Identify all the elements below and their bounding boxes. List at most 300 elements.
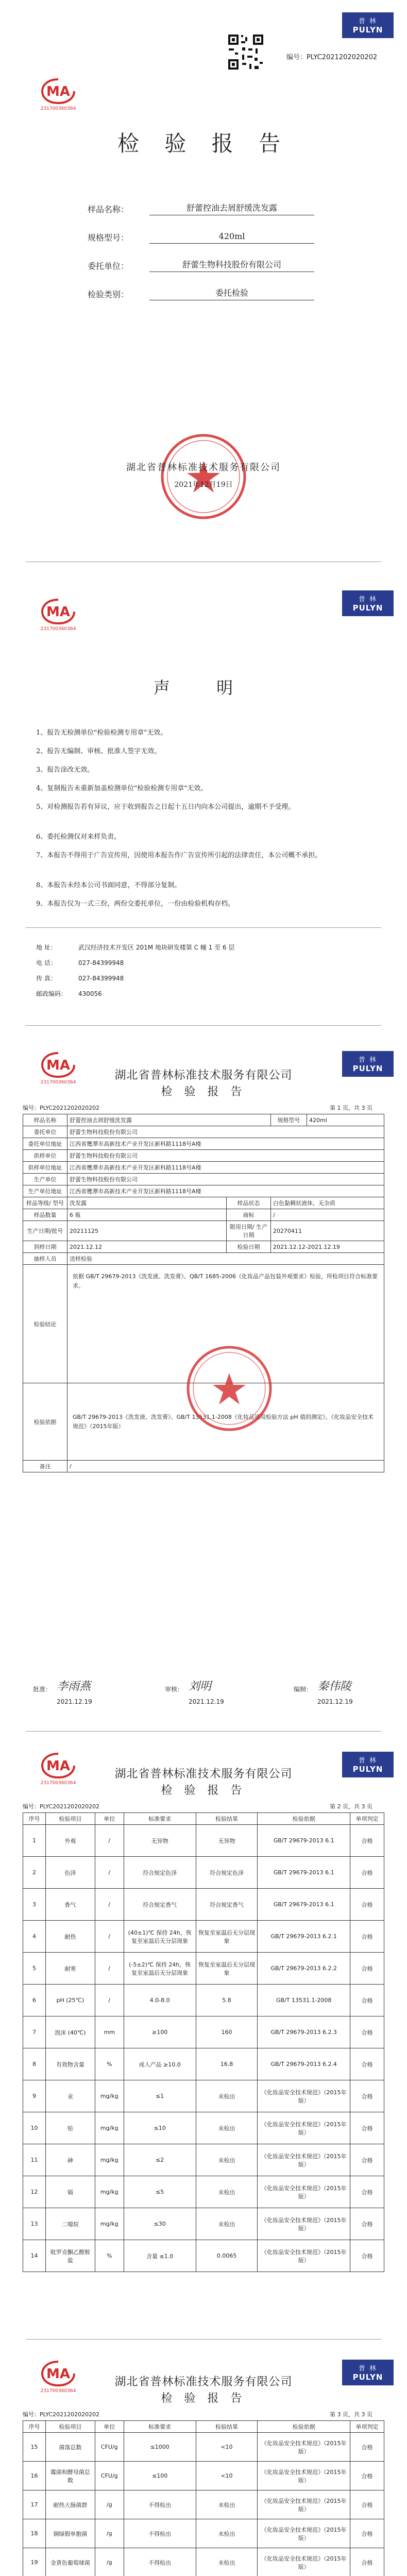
- remark-text: /: [67, 1461, 384, 1472]
- preparer-signature: 秦伟陵: [317, 1680, 352, 1693]
- table-row: [23, 1126, 384, 1138]
- contact-fax: [36, 974, 371, 982]
- table-cell: 《化妆品安全技术规范》（2015年版）: [258, 2144, 350, 2176]
- declaration-divider: [26, 927, 381, 928]
- table-cell: 合格: [350, 1889, 384, 1921]
- info-key: 规格型号: [271, 1114, 307, 1126]
- table-cell: 16: [23, 2462, 46, 2490]
- table-cell: 6: [23, 1985, 46, 2016]
- contact-value: 027-84399948: [78, 959, 124, 967]
- table-cell: 合格: [350, 2462, 384, 2490]
- table-cell: 《化妆品安全技术规范》（2015年版）: [258, 2433, 350, 2462]
- table-cell: /: [95, 1857, 124, 1889]
- table-cell: %: [95, 2240, 124, 2272]
- remark-label: 备注: [23, 1461, 67, 1472]
- table-cell: 10: [23, 2112, 46, 2144]
- table-cell: 《化妆品安全技术规范》（2015年版）: [258, 2462, 350, 2490]
- table-cell: ≤1000: [124, 2433, 196, 2462]
- cover-title: 检 验 报 告: [117, 131, 290, 156]
- table-cell: 符合规定色泽: [124, 1857, 196, 1889]
- table-cell: GB/T 29679-2013 6.2.4: [258, 2048, 350, 2080]
- table-cell: 不得检出: [124, 2519, 196, 2548]
- table-cell: pH (25℃): [45, 1985, 95, 2016]
- info-value: 6 瓶: [67, 1209, 227, 1221]
- table-row: [23, 1953, 384, 1985]
- table-header-row: [23, 2421, 384, 2433]
- header-report-no-value: PLYC2021202020202: [40, 1105, 100, 1111]
- table-cell: 有效物含量: [45, 2048, 95, 2080]
- table-row: [23, 2519, 384, 2548]
- info-value: 2021.12.12: [67, 1241, 227, 1253]
- contact-value: 武汉经济技术开发区 201M 地块研发楼第 C 幢 1 至 6 层: [78, 944, 235, 951]
- header-report-title: 检 验 报 告: [161, 1784, 246, 1797]
- table-cell: 合格: [350, 1985, 384, 2016]
- results-table: [23, 2420, 384, 2576]
- table-cell: 无异物: [196, 1825, 258, 1857]
- info-value: 舒蕾生物科技股份有限公司: [67, 1150, 384, 1162]
- basis-text: GB/T 29679-2013《洗发液、洗发膏》、GB/T 13531.1-2008《化妆品通用检验方法 pH 值的测定》、《化妆品安全技术规范》（2015年版）: [67, 1383, 384, 1461]
- info-value: 舒蕾控油去屑舒缓洗发露: [67, 1114, 271, 1126]
- table-cell: 符合规定色泽: [196, 1857, 258, 1889]
- reviewer-role: 审核：: [165, 1686, 184, 1693]
- info-key: 商标: [227, 1209, 271, 1221]
- results-page-2: [0, 1731, 407, 2339]
- cover-field-value: 委托检验: [149, 286, 314, 300]
- declaration-item: 2、报告无编制、审核、批准人签字无效。: [36, 748, 161, 755]
- table-cell: 5.8: [196, 1985, 258, 2016]
- table-row: [23, 1162, 384, 1174]
- table-row: [23, 1197, 384, 1209]
- table-cell: 合格: [350, 2080, 384, 2112]
- table-cell: mg/kg: [95, 2112, 124, 2144]
- table-cell: 汞: [45, 2080, 95, 2112]
- table-cell: 《化妆品安全技术规范》（2015年版）: [258, 2176, 350, 2208]
- table-cell: 3: [23, 1889, 46, 1921]
- table-row: [23, 1825, 384, 1857]
- table-cell: ≤100: [124, 2462, 196, 2490]
- header-report-no: [23, 1802, 99, 1810]
- table-row: [23, 1185, 384, 1197]
- declaration-item: 6、委托检测仅对来样负责。: [36, 833, 121, 841]
- info-value: 送样检验: [67, 1253, 384, 1265]
- declaration-title: 声 明: [153, 678, 254, 698]
- table-cell: 成人产品 ≥10.0: [124, 2048, 196, 2080]
- table-cell: 合格: [350, 2490, 384, 2519]
- col-header: 单位: [95, 2421, 124, 2433]
- conclusion-text: 依据 GB/T 29679-2013《洗发液、洗发膏》、QB/T 1685-2006《化妆品产品包装外观要求》检验，所检项目符合标准要求。: [67, 1265, 384, 1383]
- cover-page: [0, 0, 407, 562]
- table-cell: 合格: [350, 1921, 384, 1953]
- declaration-page: [0, 562, 407, 1025]
- table-cell: 耐热大肠菌群: [45, 2490, 95, 2519]
- info-value: 2021.12.12-2021.12.19: [271, 1241, 384, 1253]
- approver-date: 2021.12.19: [57, 1698, 92, 1705]
- cover-field-label: 委托单位：: [88, 261, 129, 271]
- header-page-number: 第 2 页，共 3 页: [330, 1803, 372, 1810]
- cover-field-value: 420ml: [149, 229, 314, 244]
- table-cell: 符合规定香气: [196, 1889, 258, 1921]
- cover-field-spec: [88, 229, 335, 245]
- table-cell: 4: [23, 1921, 46, 1953]
- info-value: /: [271, 1209, 384, 1221]
- table-cell: 《化妆品安全技术规范》（2015年版）: [258, 2519, 350, 2548]
- table-cell: 1: [23, 1825, 46, 1857]
- table-cell: 含量 ≤1.0: [124, 2240, 196, 2272]
- header-company: 湖北省普林标准技术服务有限公司: [114, 1768, 293, 1781]
- pulyn-logo-en: PULYN: [352, 1765, 383, 1774]
- col-header: 检验依据: [258, 2421, 350, 2433]
- report-info-page: [0, 1025, 407, 1731]
- table-row: [23, 1461, 384, 1472]
- info-value: 20211125: [67, 1221, 227, 1241]
- table-cell: 未检出: [196, 2112, 258, 2144]
- table-cell: mg/kg: [95, 2144, 124, 2176]
- declaration-item: 4、复制报告未重新加盖检测单位"检验检测专用章"无效。: [36, 785, 208, 792]
- info-key: 供样单位: [23, 1150, 67, 1162]
- table-cell: /: [95, 1825, 124, 1857]
- info-key: 生产日期/批号: [23, 1221, 67, 1241]
- pulyn-logo: [342, 12, 394, 38]
- table-cell: 外观: [45, 1825, 95, 1857]
- table-cell: (40±1)℃ 保持 24h，恢复至室温后无分层现象: [124, 1921, 196, 1953]
- table-cell: mg/kg: [95, 2176, 124, 2208]
- table-cell: %: [95, 2048, 124, 2080]
- pulyn-logo-en: PULYN: [352, 603, 383, 613]
- svg-text:MA: MA: [46, 1058, 70, 1073]
- table-cell: 2: [23, 1857, 46, 1889]
- info-key: 生产单位地址: [23, 1185, 67, 1197]
- table-cell: ≤5: [124, 2176, 196, 2208]
- pulyn-logo-en: PULYN: [352, 25, 383, 35]
- table-row: [23, 1174, 384, 1185]
- table-cell: mg/kg: [95, 2208, 124, 2240]
- table-row: [23, 1138, 384, 1150]
- table-cell: 不得检出: [124, 2548, 196, 2576]
- contact-label: 地 址：: [36, 944, 57, 951]
- declaration-item: 3、报告涂改无效。: [36, 766, 94, 774]
- table-cell: 二噁烷: [45, 2208, 95, 2240]
- results-page-3: [0, 2339, 407, 2576]
- pulyn-logo-cn: 普 林: [358, 596, 378, 603]
- info-key: 到样日期: [23, 1241, 67, 1253]
- col-header: 单项判定: [350, 1813, 384, 1825]
- table-row: [23, 2490, 384, 2519]
- info-value: 舒蕾生物科技股份有限公司: [67, 1126, 384, 1138]
- table-cell: 耐寒: [45, 1953, 95, 1985]
- table-cell: GB/T 29679-2013 6.1: [258, 1857, 350, 1889]
- col-header: 标准要求: [124, 2421, 196, 2433]
- cover-company: 湖北省普林标准技术服务有限公司: [126, 462, 281, 473]
- pulyn-logo-cn: 普 林: [358, 1757, 378, 1765]
- table-cell: ≥100: [124, 2016, 196, 2048]
- table-cell: mg/kg: [95, 2080, 124, 2112]
- table-cell: GB/T 29679-2013 6.2.1: [258, 1921, 350, 1953]
- table-cell: 无异物: [124, 1825, 196, 1857]
- table-cell: 未检出: [196, 2176, 258, 2208]
- table-cell: ≤30: [124, 2208, 196, 2240]
- table-cell: GB/T 29679-2013 6.1: [258, 1825, 350, 1857]
- cover-field-sample-name: [88, 201, 335, 216]
- pulyn-logo: [342, 590, 394, 616]
- page-divider: [26, 1025, 381, 1026]
- header-report-no: [23, 2410, 99, 2418]
- info-value: 江西省鹰潭市高新技术产业开发区新科路1118号A楼: [67, 1185, 384, 1197]
- info-value: 洗发露: [67, 1197, 227, 1209]
- cma-mark-icon: [40, 598, 76, 625]
- table-cell: 不得检出: [124, 2490, 196, 2519]
- cma-number: 231700360364: [40, 1080, 76, 1085]
- table-cell: 《化妆品安全技术规范》（2015年版）: [258, 2080, 350, 2112]
- col-header: 序号: [23, 1813, 46, 1825]
- cover-field-client: [88, 258, 335, 273]
- info-key: 供样单位地址: [23, 1162, 67, 1174]
- table-cell: 符合规定香气: [124, 1889, 196, 1921]
- table-cell: mm: [95, 2016, 124, 2048]
- pulyn-logo-en: PULYN: [352, 2372, 383, 2382]
- info-key: 委托单位: [23, 1126, 67, 1138]
- table-cell: 《化妆品安全技术规范》（2015年版）: [258, 2208, 350, 2240]
- table-cell: 8: [23, 2048, 46, 2080]
- approver-signature: 李雨燕: [57, 1680, 91, 1693]
- info-key: 样品名称: [23, 1114, 67, 1126]
- table-cell: 合格: [350, 2176, 384, 2208]
- pulyn-logo-en: PULYN: [352, 1064, 383, 1073]
- report-number: [286, 52, 377, 61]
- declaration-item: 8、本报告未经本公司书面同意，不得部分复制。: [36, 882, 181, 889]
- table-cell: (-5±2)℃ 保持 24h，恢复至室温后无分层现象: [124, 1953, 196, 1985]
- table-cell: 7: [23, 2016, 46, 2048]
- table-header-row: [23, 1813, 384, 1825]
- table-cell: 16.8: [196, 2048, 258, 2080]
- info-value: 20270411: [271, 1221, 384, 1241]
- table-cell: 色泽: [45, 1857, 95, 1889]
- reviewer-date: 2021.12.19: [189, 1698, 224, 1705]
- table-cell: 合格: [350, 2048, 384, 2080]
- contact-value: 027-84399948: [78, 975, 124, 982]
- declaration-item: 7、本报告不得用于广告宣传用，因使用本报告作广告宣传所引起的法律责任，本公司概不承担。: [36, 852, 322, 859]
- table-cell: 砷: [45, 2144, 95, 2176]
- svg-text:MA: MA: [46, 2366, 70, 2382]
- svg-text:MA: MA: [46, 604, 70, 620]
- declaration-item: 9、本报告仅为一式三份，两份交委托单位，一份由检验机构存档。: [36, 900, 235, 908]
- info-key: 样品数量: [23, 1209, 67, 1221]
- table-cell: 未检出: [196, 2144, 258, 2176]
- conclusion-label: 检验结论: [23, 1265, 67, 1383]
- contact-phone: [36, 958, 371, 967]
- info-key: 委托单位地址: [23, 1138, 67, 1150]
- table-cell: 11: [23, 2144, 46, 2176]
- table-cell: 泡沫 (40℃): [45, 2016, 95, 2048]
- info-value: 舒蕾生物科技股份有限公司: [67, 1174, 384, 1185]
- table-cell: 5: [23, 1953, 46, 1985]
- table-row: [23, 2176, 384, 2208]
- col-header: 检验项目: [45, 1813, 95, 1825]
- declaration-item: 5、对检测报告若有异议，应于收到报告之日起十五日内向本公司提出，逾期不予受理。: [36, 803, 295, 811]
- header-report-title: 检 验 报 告: [161, 2392, 246, 2405]
- page-divider: [26, 2339, 381, 2340]
- info-value: 江西省鹰潭市高新技术产业开发区新科路1118号A楼: [67, 1162, 384, 1174]
- header-report-no-label: 编号：: [23, 1803, 40, 1810]
- table-cell: 未检出: [196, 2548, 258, 2576]
- table-row: [23, 2048, 384, 2080]
- table-cell: 镉: [45, 2176, 95, 2208]
- table-row: [23, 2548, 384, 2576]
- table-row: [23, 1253, 384, 1265]
- table-cell: 合格: [350, 2240, 384, 2272]
- table-cell: 合格: [350, 1857, 384, 1889]
- info-key: 生产单位: [23, 1174, 67, 1185]
- table-cell: <10: [196, 2433, 258, 2462]
- table-cell: 160: [196, 2016, 258, 2048]
- pulyn-logo-cn: 普 林: [358, 1056, 378, 1064]
- col-header: 检验项目: [45, 2421, 95, 2433]
- table-cell: GB/T 29679-2013 6.2.3: [258, 2016, 350, 2048]
- table-cell: /g: [95, 2548, 124, 2576]
- contact-label: 传 真：: [36, 975, 57, 982]
- table-cell: 铅: [45, 2112, 95, 2144]
- reviewer-signature: 刘明: [189, 1680, 212, 1693]
- table-cell: /g: [95, 2519, 124, 2548]
- report-number-label: 编号：: [286, 54, 307, 61]
- table-row: [23, 2016, 384, 2048]
- header-report-no-label: 编号：: [23, 1105, 40, 1111]
- table-cell: 4.0-8.0: [124, 1985, 196, 2016]
- pulyn-logo-cn: 普 林: [358, 18, 378, 25]
- table-cell: <10: [196, 2462, 258, 2490]
- table-row: [23, 1985, 384, 2016]
- table-row: [23, 1150, 384, 1162]
- preparer-date: 2021.12.19: [317, 1698, 353, 1705]
- company-seal-icon: [185, 1345, 273, 1432]
- preparer-role: 编制：: [294, 1686, 313, 1693]
- table-cell: 15: [23, 2433, 46, 2462]
- table-cell: /: [95, 1921, 124, 1953]
- table-cell: 未检出: [196, 2080, 258, 2112]
- table-cell: GB/T 29679-2013 6.2.2: [258, 1953, 350, 1985]
- table-cell: /g: [95, 2490, 124, 2519]
- col-header: 单位: [95, 1813, 124, 1825]
- cma-mark-icon: [40, 77, 76, 105]
- col-header: 检验结果: [196, 1813, 258, 1825]
- info-value: 420ml: [307, 1114, 384, 1126]
- header-report-no-value: PLYC2021202020202: [40, 2411, 100, 2418]
- table-cell: 14: [23, 2240, 46, 2272]
- table-cell: 《化妆品安全技术规范》（2015年版）: [258, 2240, 350, 2272]
- header-report-no-label: 编号：: [23, 2411, 40, 2418]
- table-row: [23, 1857, 384, 1889]
- cma-number: 231700360364: [40, 1781, 76, 1786]
- cover-field-label: 规格型号：: [88, 233, 129, 243]
- header-company: 湖北省普林标准技术服务有限公司: [114, 1069, 293, 1082]
- table-cell: 合格: [350, 2016, 384, 2048]
- col-header: 检验依据: [258, 1813, 350, 1825]
- results-table: [23, 1812, 384, 2272]
- col-header: 序号: [23, 2421, 46, 2433]
- table-cell: 《化妆品安全技术规范》（2015年版）: [258, 2112, 350, 2144]
- table-cell: 未检出: [196, 2208, 258, 2240]
- table-cell: 合格: [350, 2112, 384, 2144]
- table-cell: 吡罗克酮乙醇胺盐: [45, 2240, 95, 2272]
- table-cell: 17: [23, 2490, 46, 2519]
- table-row: [23, 1221, 384, 1241]
- table-cell: 19: [23, 2548, 46, 2576]
- pulyn-logo-cn: 普 林: [358, 2365, 378, 2372]
- table-row: [23, 1889, 384, 1921]
- report-number-value: PLYC2021202020202: [307, 54, 378, 61]
- cover-field-value: 舒蕾控油去屑舒缓洗发露: [149, 201, 314, 215]
- table-cell: 合格: [350, 2548, 384, 2576]
- table-row: [23, 2433, 384, 2462]
- table-cell: GB/T 29679-2013 6.1: [258, 1889, 350, 1921]
- cover-field-label: 检验类别：: [88, 290, 129, 299]
- table-cell: 菌落总数: [45, 2433, 95, 2462]
- table-cell: CFU/g: [95, 2433, 124, 2462]
- page-divider: [26, 1731, 381, 1732]
- cma-number: 231700360364: [40, 106, 76, 111]
- table-row: [23, 1241, 384, 1253]
- table-row: [23, 2240, 384, 2272]
- table-cell: ≤10: [124, 2112, 196, 2144]
- info-key: 限用日期/ 生产日期: [227, 1221, 271, 1241]
- table-cell: 耐热: [45, 1921, 95, 1953]
- table-cell: 恢复至室温后无分层现象: [196, 1953, 258, 1985]
- basis-label: 检验依据: [23, 1383, 67, 1461]
- table-cell: 合格: [350, 1953, 384, 1985]
- table-cell: 未检出: [196, 2519, 258, 2548]
- svg-text:MA: MA: [46, 1758, 70, 1774]
- contact-postcode: [36, 989, 371, 998]
- table-cell: 香气: [45, 1889, 95, 1921]
- table-cell: 合格: [350, 2144, 384, 2176]
- info-key: 样品等级/ 型号: [23, 1197, 67, 1209]
- header-report-title: 检 验 报 告: [161, 1086, 246, 1098]
- info-key: 抽样人员: [23, 1253, 67, 1265]
- col-header: 单项判定: [350, 2421, 384, 2433]
- company-seal-icon: [160, 433, 247, 520]
- cover-field-category: [88, 286, 335, 301]
- table-cell: 12: [23, 2176, 46, 2208]
- approver-role: 批准：: [33, 1686, 52, 1693]
- table-cell: 铜绿假单胞菌: [45, 2519, 95, 2548]
- declaration-item: 1、报告无检测单位"检验检测专用章"无效。: [36, 729, 167, 737]
- table-cell: 合格: [350, 2208, 384, 2240]
- header-page-number: 第 1 页，共 3 页: [330, 1105, 372, 1111]
- header-page-number: 第 3 页，共 3 页: [330, 2411, 372, 2418]
- table-cell: 13: [23, 2208, 46, 2240]
- contact-value: 430056: [78, 990, 102, 997]
- table-row: [23, 2144, 384, 2176]
- table-cell: 金黄色葡萄球菌: [45, 2548, 95, 2576]
- table-cell: /: [95, 1953, 124, 1985]
- table-cell: GB/T 13531.1-2008: [258, 1985, 350, 2016]
- table-cell: /: [95, 1985, 124, 2016]
- header-report-no: [23, 1104, 99, 1112]
- table-row: [23, 2112, 384, 2144]
- info-key: 检验日期: [227, 1241, 271, 1253]
- col-header: 标准要求: [124, 1813, 196, 1825]
- table-row: [23, 1114, 384, 1126]
- cma-logo: [40, 598, 76, 634]
- table-cell: 18: [23, 2519, 46, 2548]
- table-row: [23, 1921, 384, 1953]
- info-key: 样品状态: [227, 1197, 271, 1209]
- table-cell: /: [95, 1889, 124, 1921]
- header-report-no-value: PLYC2021202020202: [40, 1803, 100, 1810]
- info-value: 白色黏稠状液体，无杂质: [271, 1197, 384, 1209]
- qr-code-icon: [227, 33, 265, 71]
- svg-text:MA: MA: [46, 84, 70, 99]
- table-cell: 合格: [350, 1825, 384, 1857]
